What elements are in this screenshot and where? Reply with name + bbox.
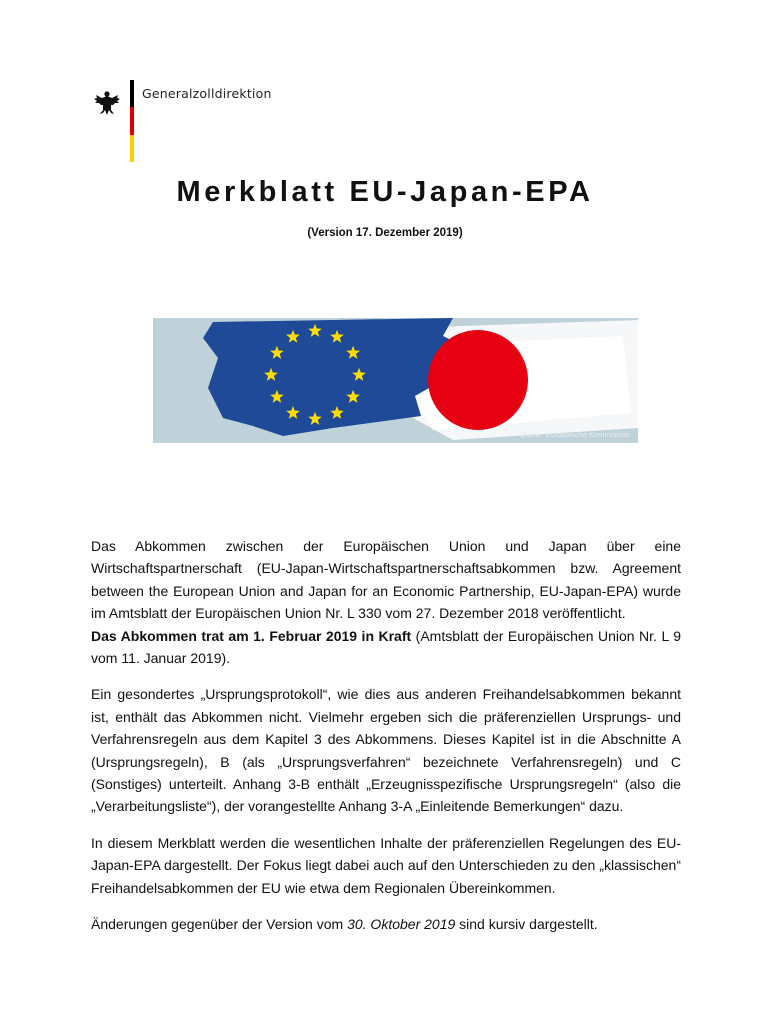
document-body [91, 535, 681, 950]
entry-into-force-bold: Das Abkommen trat am 1. Februar 2019 in Kraft [91, 627, 412, 644]
image-credit: Quelle: Europäische Kommission [519, 430, 630, 439]
paragraph-intro: Das Abkommen zwischen der Europäischen Union und Japan über eine Wirtschaftspartnerschaft (EU-Japan-Wirtschaftspartnerschaftsabkommen bzw. Agreement between the European Union and Japan for an Economic Partnership, EU-Japan-EPA) wurde im Amtsblatt der Europäischen Union Nr. L 330 vom 27. Dezember 2018 veröffentlicht. [91, 538, 681, 622]
changes-pre: Änderungen gegenüber der Version vom [91, 916, 348, 933]
paragraph-changes [91, 913, 681, 935]
changes-date-italic: 30. Oktober 2019 [347, 916, 456, 933]
entry-into-force-rest: (Amtsblatt der Europäischen Union Nr. L 9 vom 11. Januar 2019). [91, 627, 681, 667]
agency-logo [92, 80, 292, 162]
paragraph-focus: In diesem Merkblatt werden die wesentlichen Inhalte der präferenziellen Regelungen des EU-Japan-EPA dargestellt. Der Fokus liegt dabei auch auf den Unterschieden zu den „klassischen“ Freihandelsabkommen der EU wie etwa dem Regionalen Übereinkommen. [91, 834, 681, 896]
eu-japan-banner [153, 318, 638, 443]
changes-post: sind kursiv dargestellt. [455, 916, 598, 933]
banner-graphic [153, 318, 638, 443]
federal-eagle-icon [92, 88, 122, 118]
paragraph-entry-into-force [91, 625, 681, 670]
german-flag-bar [130, 80, 134, 162]
page-title: Merkblatt EU-Japan-EPA [176, 176, 594, 208]
version-label: (Version 17. Dezember 2019) [307, 227, 463, 239]
paragraph-origin-protocol: Ein gesondertes „Ursprungsprotokoll“, wie dies aus anderen Freihandelsabkommen bekannt ist, enthält das Abkommen nicht. Vielmehr ergeben sich die präferenziellen Ursprungs- und Verfahrensregeln aus dem Kapitel 3 des Abkommens. Dieses Kapitel ist in die Abschnitte A (Ursprungsregeln), B (als „Ursprungsverfahren“ bezeichnete Verfahrensregeln) und C (Sonstiges) unterteilt. Anhang 3-B enthält „Erzeugnisspezifische Ursprungsregeln“ (also die „Verarbeitungsliste“), der vorangestellte Anhang 3-A „Einleitende Bemerkungen“ dazu. [91, 686, 681, 815]
org-name: Generalzolldirektion [142, 86, 272, 101]
japan-red-circle [428, 330, 528, 430]
